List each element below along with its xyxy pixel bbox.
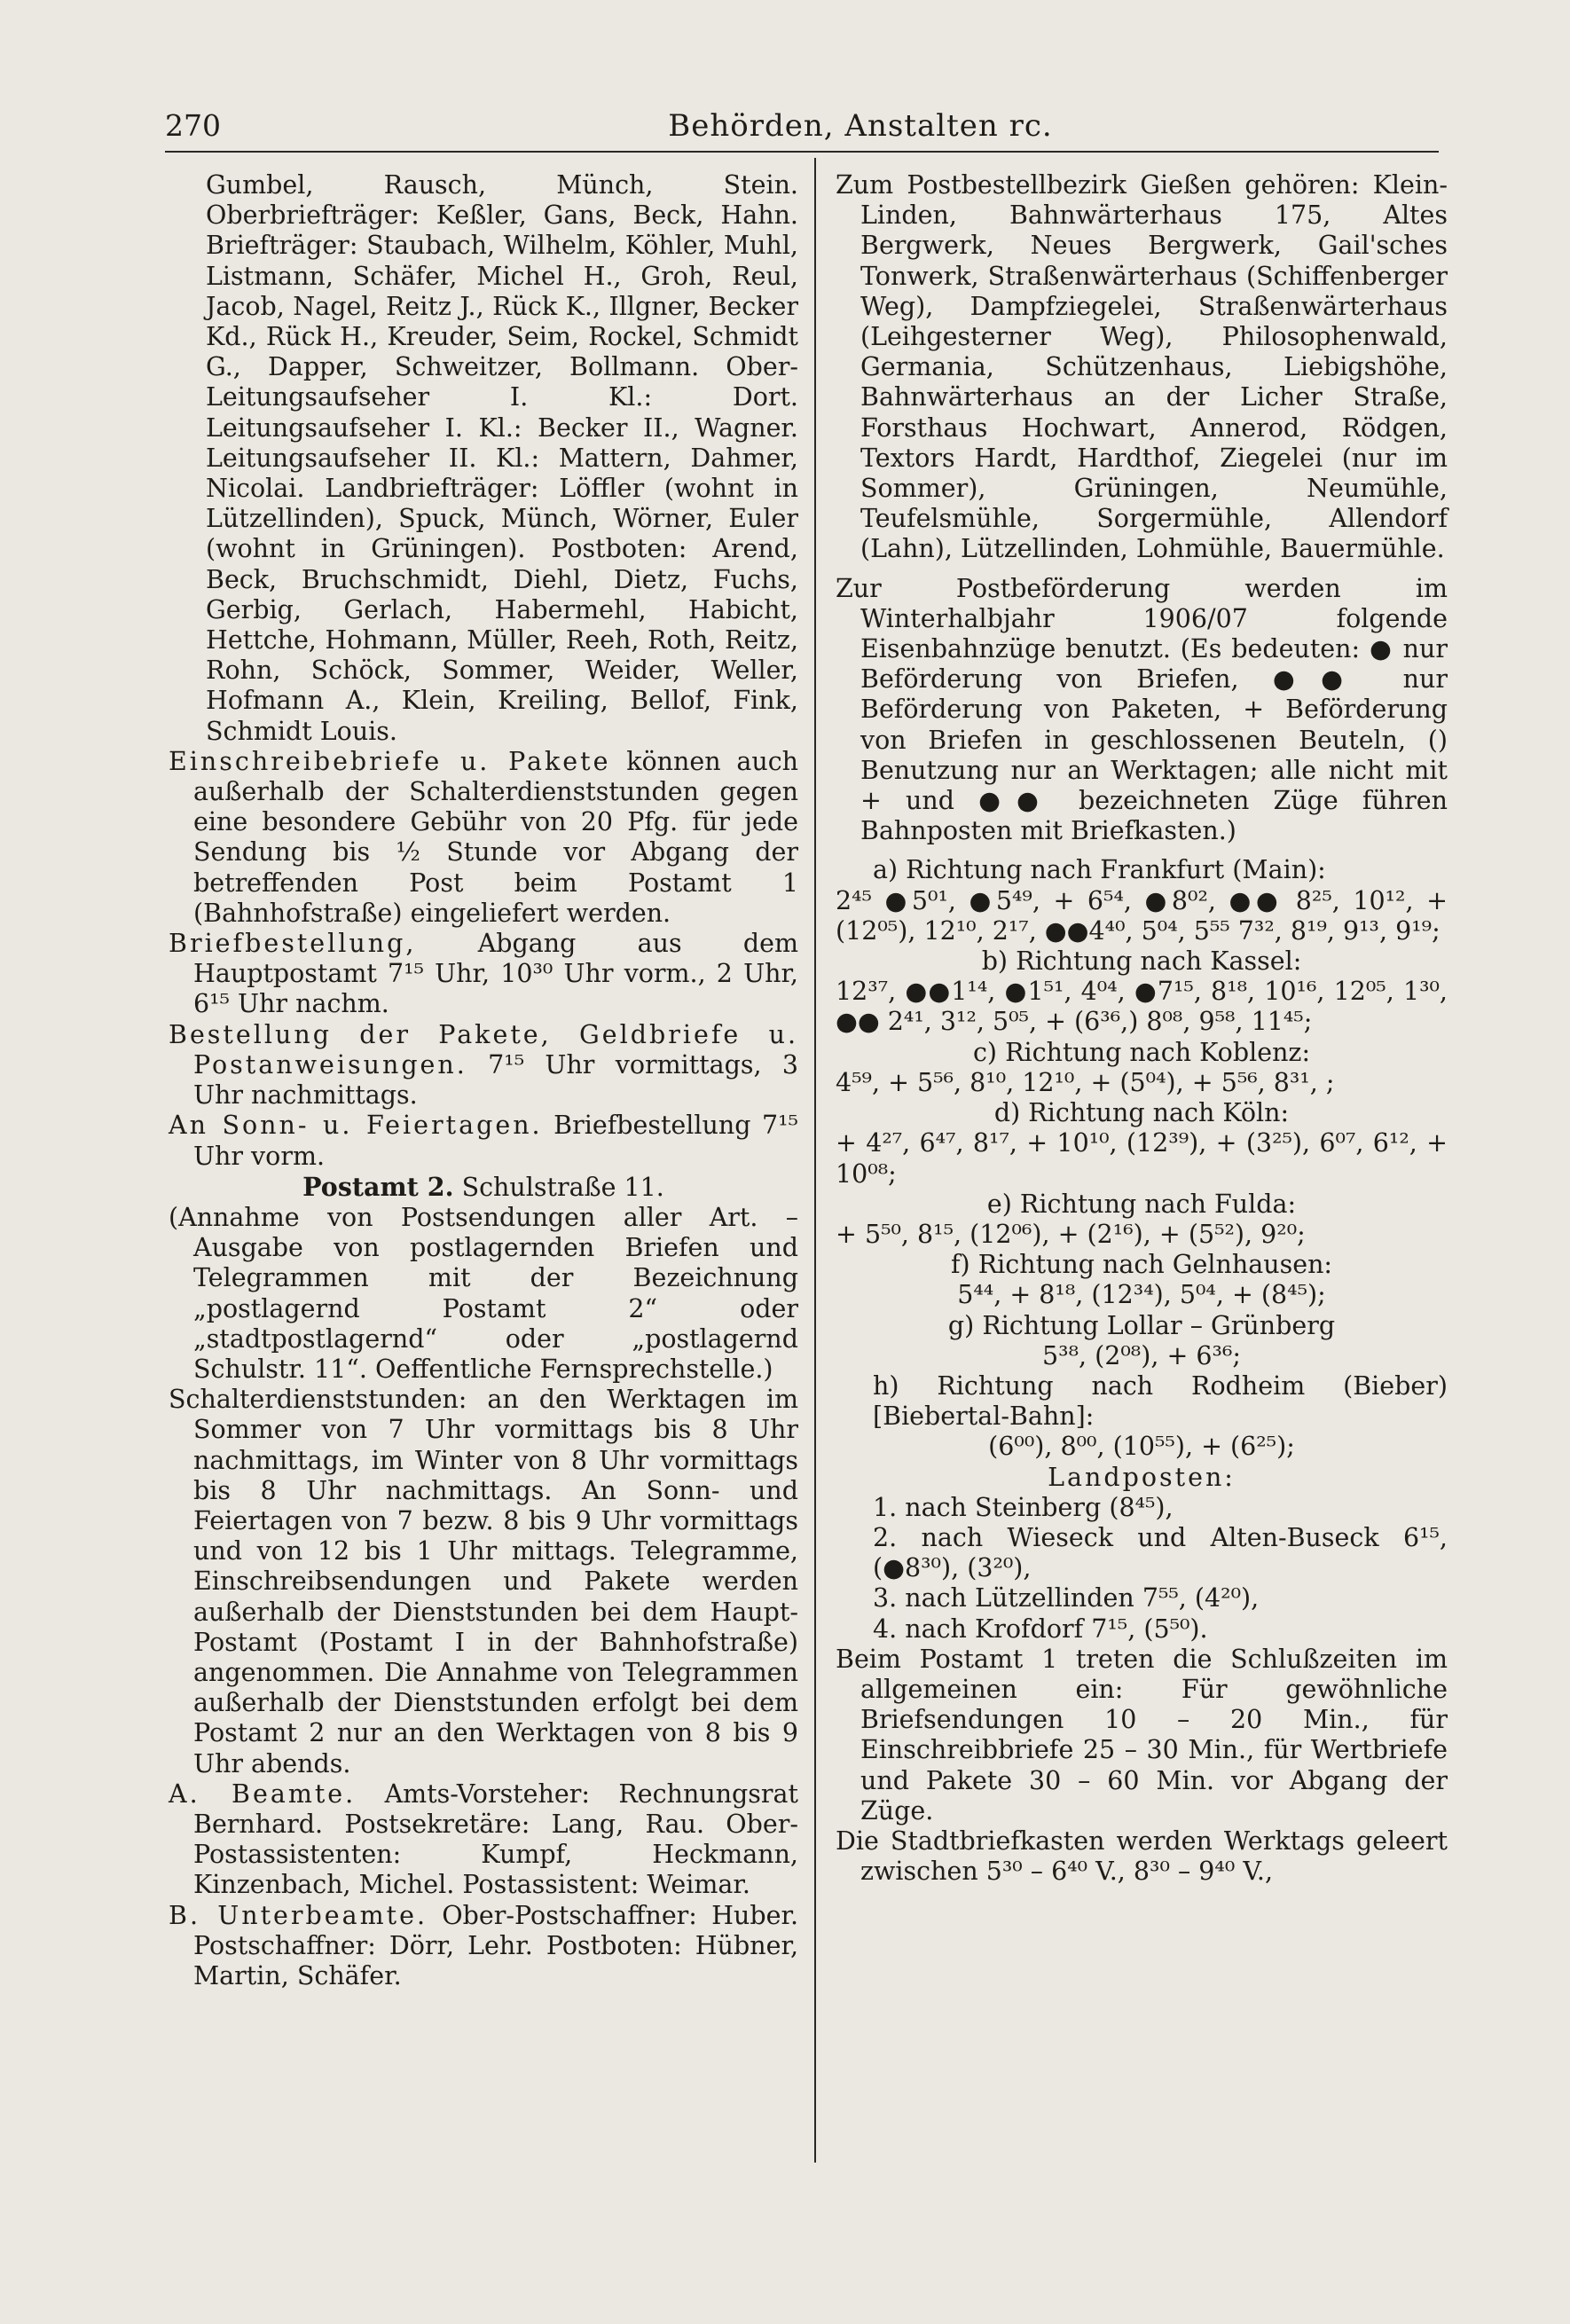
trains-intro: Zur Postbeförderung werden im Winterhalbjahr 1906/07 folgende Eisenbahnzüge benutzt. (Es bedeuten: ● nur Beförderung von Briefen, ●● nur Beförderung von Paketen, + Beförderung von Briefen in geschlossenen Beuteln, () Benutzung nur an Werktagen; alle nicht mit + und ●● bezeichneten Züge führen Bahnposten mit Briefkasten.) xyxy=(836,573,1448,846)
officials-text: Amts-Vorsteher: Rechnungsrat Bernhard. Postsekretäre: Lang, Rau. Ober-Postassistenten: Kumpf, Heckmann, Kinzenbach, Michel. Postassistent: Weimar. xyxy=(193,1778,798,1900)
page-number: 270 xyxy=(165,108,221,143)
direction-heading-rodheim: h) Richtung nach Rodheim (Bieber) [Biebertal-Bahn]: xyxy=(873,1370,1448,1432)
district-paragraph: Zum Postbestellbezirk Gießen gehören: Klein-Linden, Bahnwärterhaus 175, Altes Bergwerk, Neues Bergwerk, Gail'sches Tonwerk, Straßenwärterhaus (Schiffenberger Weg), Dampfziegelei, Straßenwärterhaus (Leihgesterner Weg), Philosophenwald, Germania, Schützenhaus, Liebigshöhe, Bahnwärterhaus an der Licher Straße, Forsthaus Hochwart, Annerod, Rödgen, Textors Hardt, Hardthof, Ziegelei (nur im Sommer), Grüningen, Neumühle, Teufelsmühle, Sorgermühle, Allendorf (Lahn), Lützellinden, Lohmühle, Bauermühle. xyxy=(836,170,1448,564)
left-column xyxy=(169,170,798,1991)
letter-delivery-heading: Briefbestellung, xyxy=(169,929,417,959)
officials-paragraph xyxy=(169,1779,798,1901)
landpost-item: 1. nach Steinberg (8⁴⁵), xyxy=(873,1492,1174,1522)
parcel-delivery-heading: Bestellung der Pakete, Geldbriefe u. Postanweisungen. xyxy=(169,1019,798,1080)
running-title: Behörden, Anstalten rc. xyxy=(668,108,1053,144)
hours-text: an den Werktagen im Sommer von 7 Uhr vormittags bis 8 Uhr nachmittags, im Winter von 8 Uhr vormittags bis 8 Uhr nachmittags. An Sonn- und Feiertagen von 7 bezw. 8 bis 9 Uhr vormittags und von 12 bis 1 Uhr mittags. Telegramme, Einschreibsendungen und Pakete werden außerhalb der Dienststunden bei dem Haupt-Postamt (Postamt I in der Bahnhofstraße) angenommen. Die Annahme von Telegrammen außerhalb der Dienststunden erfolgt bei dem Postamt 2 nur an den Werktagen von 8 bis 9 Uhr abends. xyxy=(193,1385,798,1778)
parcel-delivery-text: 7¹⁵ Uhr vormittags, 3 Uhr nachmittags. xyxy=(193,1049,799,1111)
sunday-paragraph xyxy=(169,1111,798,1171)
direction-heading-lollar: g) Richtung Lollar – Grünberg xyxy=(947,1310,1336,1340)
direction-times-fulda: + 5⁵⁰, 8¹⁵, (12⁰⁶), + (2¹⁶), + (5⁵²), 9²⁰; xyxy=(836,1219,1306,1249)
subofficials-paragraph xyxy=(169,1901,798,1992)
header-rule xyxy=(165,151,1439,153)
postamt2-note: (Annahme von Postsendungen aller Art. – Ausgabe von postlagernden Briefen und Telegrammen mit der Bezeichnung „postlagernd Postamt 2“ oder „stadtpostlagernd“ oder „postlagernd Schulstr. 11“. Oeffentliche Fernsprechstelle.) xyxy=(169,1202,798,1384)
direction-times-koeln: + 4²⁷, 6⁴⁷, 8¹⁷, + 10¹⁰, (12³⁹), + (3²⁵), 6⁰⁷, 6¹², + 10⁰⁸; xyxy=(836,1128,1448,1189)
closing-times-paragraph: Beim Postamt 1 treten die Schlußzeiten im allgemeinen ein: Für gewöhnliche Briefsendungen 10 – 20 Min., für Einschreibbriefe 25 – 30 Min., für Wertbriefe und Pakete 30 – 60 Min. vor Abgang der Züge. xyxy=(836,1644,1448,1825)
direction-times-gelnhausen: 5⁴⁴, + 8¹⁸, (12³⁴), 5⁰⁴, + (8⁴⁵); xyxy=(957,1280,1326,1310)
parcel-delivery-paragraph xyxy=(169,1020,798,1111)
sunday-text: Briefbestellung 7¹⁵ Uhr vorm. xyxy=(193,1111,798,1171)
registered-mail-paragraph xyxy=(169,747,798,929)
staff-list: Gumbel, Rausch, Münch, Stein. Oberbriefträger: Keßler, Gans, Beck, Hahn. Briefträger: Staubach, Wilhelm, Köhler, Muhl, Listmann, Schäfer, Michel H., Groh, Reul, Jacob, Nagel, Reitz J., Rück K., Illgner, Becker Kd., Rück H., Kreuder, Seim, Rockel, Schmidt G., Dapper, Schweitzer, Bollmann. Ober-Leitungsaufseher I. Kl.: Dort. Leitungsaufseher I. Kl.: Becker II., Wagner. Leitungsaufseher II. Kl.: Mattern, Dahmer, Nicolai. Landbriefträger: Löffler (wohnt in Lützellinden), Spuck, Münch, Wörner, Euler (wohnt in Grüningen). Postboten: Arend, Beck, Bruchschmidt, Diehl, Dietz, Fuchs, Gerbig, Gerlach, Habermehl, Habicht, Hettche, Hohmann, Müller, Reeh, Roth, Reitz, Rohn, Schöck, Sommer, Weider, Weller, Hofmann A., Klein, Kreiling, Bellof, Fink, Schmidt Louis. xyxy=(206,170,798,746)
direction-heading-gelnhausen: f) Richtung nach Gelnhausen: xyxy=(950,1250,1333,1280)
direction-heading-fulda: e) Richtung nach Fulda: xyxy=(986,1189,1297,1219)
spacer xyxy=(836,565,1448,574)
postamt2-address: Schulstraße 11. xyxy=(461,1172,664,1202)
direction-heading-koeln: d) Richtung nach Köln: xyxy=(993,1098,1290,1128)
mailbox-paragraph: Die Stadtbriefkasten werden Werktags geleert zwischen 5³⁰ – 6⁴⁰ V., 8³⁰ – 9⁴⁰ V., xyxy=(836,1825,1448,1887)
landpost-item: 3. nach Lützellinden 7⁵⁵, (4²⁰), xyxy=(873,1583,1260,1613)
registered-mail-text: können auch außerhalb der Schalterdienststunden gegen eine besondere Gebühr von 20 Pfg. für jede Sendung bis ½ Stunde vor Abgang der betreffenden Post beim Postamt 1 (Bahnhofstraße) eingeliefert werden. xyxy=(193,746,799,928)
spacer xyxy=(836,846,1448,855)
column-divider xyxy=(814,158,816,2163)
letter-delivery-paragraph xyxy=(169,929,798,1020)
direction-times-lollar: 5³⁸, (2⁰⁸), + 6³⁶; xyxy=(1042,1340,1241,1370)
subofficials-text: Ober-Postschaffner: Huber. Postschaffner: Dörr, Lehr. Postboten: Hübner, Martin, Schäfer. xyxy=(193,1900,799,1990)
sunday-heading: An Sonn- u. Feiertagen. xyxy=(169,1111,543,1141)
direction-heading-kassel: b) Richtung nach Kassel: xyxy=(981,946,1302,977)
hours-paragraph xyxy=(169,1385,798,1779)
landpost-item: 2. nach Wieseck und Alten-Buseck 6¹⁵, (●8³⁰), (3²⁰), xyxy=(873,1522,1448,1583)
direction-times-koblenz: 4⁵⁹, + 5⁵⁶, 8¹⁰, 12¹⁰, + (5⁰⁴), + 5⁵⁶, 8³¹, ; xyxy=(836,1067,1335,1097)
officials-label: A. Beamte. xyxy=(169,1778,357,1809)
landpost-item: 4. nach Krofdorf 7¹⁵, (5⁵⁰). xyxy=(873,1613,1208,1644)
direction-times-rodheim: (6⁰⁰), 8⁰⁰, (10⁵⁵), + (6²⁵); xyxy=(988,1432,1295,1462)
direction-times-kassel: 12³⁷, ●●1¹⁴, ●1⁵¹, 4⁰⁴, ●7¹⁵, 8¹⁸, 10¹⁶, 12⁰⁵, 1³⁰, ●● 2⁴¹, 3¹², 5⁰⁵, + (6³⁶,) 8⁰⁸, 9⁵⁸, 11⁴⁵; xyxy=(836,977,1448,1037)
postamt2-title: Postamt 2. xyxy=(302,1171,454,1202)
direction-times-frankfurt: 2⁴⁵ ●5⁰¹, ●5⁴⁹, + 6⁵⁴, ●8⁰², ●● 8²⁵, 10¹², + (12⁰⁵), 12¹⁰, 2¹⁷, ●●4⁴⁰, 5⁰⁴, 5⁵⁵ 7³², 8¹⁹, 9¹³, 9¹⁹; xyxy=(836,885,1448,946)
postamt2-heading-line xyxy=(169,1172,798,1203)
letter-delivery-text: Abgang aus dem Hauptpostamt 7¹⁵ Uhr, 10³⁰ Uhr vorm., 2 Uhr, 6¹⁵ Uhr nachm. xyxy=(193,929,799,1019)
landposts-heading: Landposten: xyxy=(1048,1462,1236,1492)
subofficials-label: B. Unterbeamte. xyxy=(169,1900,428,1930)
hours-heading: Schalterdienststunden: xyxy=(169,1385,467,1415)
right-column xyxy=(836,170,1448,1887)
registered-mail-heading: Einschreibebriefe u. Pakete xyxy=(169,746,611,776)
direction-heading-frankfurt: a) Richtung nach Frankfurt (Main): xyxy=(873,855,1326,885)
direction-heading-koblenz: c) Richtung nach Koblenz: xyxy=(972,1037,1311,1067)
